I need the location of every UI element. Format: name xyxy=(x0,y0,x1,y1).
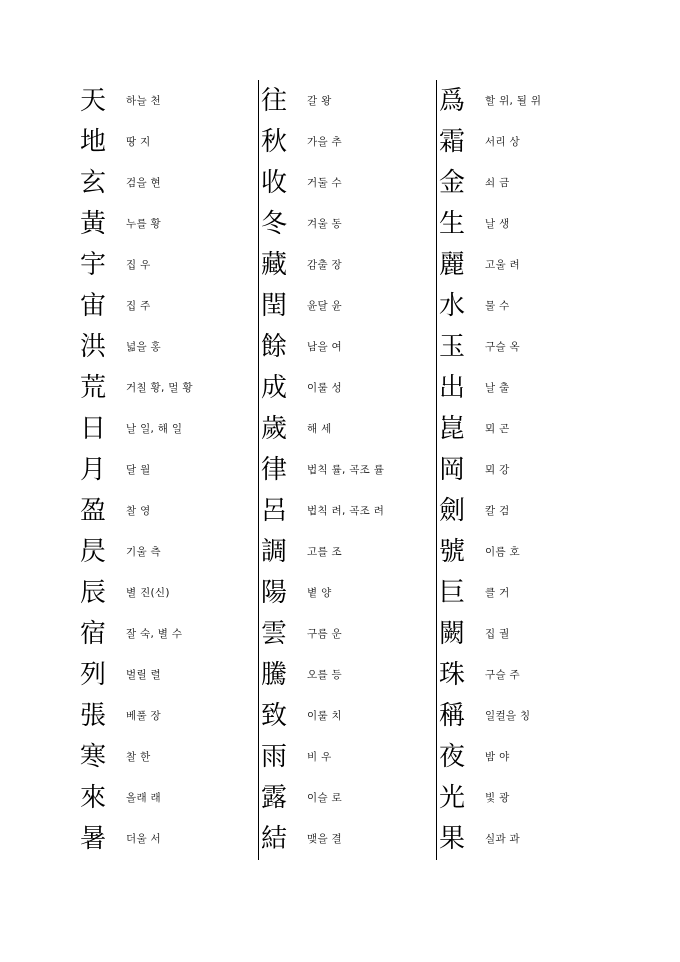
hanja-meaning: 집 궐 xyxy=(485,628,510,640)
hanja-character: 騰 xyxy=(261,659,288,690)
hanja-character: 岡 xyxy=(439,454,466,485)
hanja-character: 盈 xyxy=(80,495,107,526)
hanja-character: 結 xyxy=(261,823,288,854)
hanja-character: 張 xyxy=(80,700,107,731)
character-entry xyxy=(437,449,637,490)
hanja-meaning: 빛 광 xyxy=(485,792,510,804)
character-entry xyxy=(80,162,280,203)
hanja-character: 地 xyxy=(80,126,107,157)
character-entry xyxy=(259,408,459,449)
hanja-character: 玉 xyxy=(439,331,466,362)
character-entry xyxy=(80,613,280,654)
hanja-character: 往 xyxy=(261,85,288,116)
hanja-meaning: 날 일, 해 일 xyxy=(126,423,183,435)
hanja-character: 生 xyxy=(439,208,466,239)
character-entry xyxy=(437,408,637,449)
hanja-character: 致 xyxy=(261,700,288,731)
hanja-character: 暑 xyxy=(80,823,107,854)
hanja-character: 水 xyxy=(439,290,466,321)
character-entry xyxy=(80,695,280,736)
character-entry xyxy=(437,162,637,203)
character-entry xyxy=(80,777,280,818)
hanja-character: 霜 xyxy=(439,126,466,157)
hanja-meaning: 쇠 금 xyxy=(485,177,510,189)
character-entry xyxy=(437,326,637,367)
character-entry xyxy=(259,285,459,326)
hanja-meaning: 할 위, 될 위 xyxy=(485,95,542,107)
hanja-character: 宇 xyxy=(80,249,107,280)
character-entry xyxy=(80,244,280,285)
character-entry xyxy=(259,80,459,121)
character-entry xyxy=(259,162,459,203)
character-entry xyxy=(437,572,637,613)
hanja-meaning: 하늘 천 xyxy=(126,95,161,107)
hanja-meaning: 잘 숙, 별 수 xyxy=(126,628,183,640)
hanja-character: 辰 xyxy=(80,577,107,608)
hanja-character: 閏 xyxy=(261,290,288,321)
hanja-character: 金 xyxy=(439,167,466,198)
character-entry xyxy=(80,408,280,449)
hanja-meaning: 칼 검 xyxy=(485,505,510,517)
character-entry xyxy=(259,449,459,490)
hanja-meaning: 해 세 xyxy=(307,423,332,435)
hanja-character: 冬 xyxy=(261,208,288,239)
hanja-meaning: 검을 현 xyxy=(126,177,161,189)
hanja-character: 昃 xyxy=(80,536,107,567)
hanja-meaning: 비 우 xyxy=(307,751,332,763)
hanja-meaning: 별 진(신) xyxy=(126,587,170,599)
character-entry xyxy=(80,285,280,326)
hanja-character: 寒 xyxy=(80,741,107,772)
hanja-character: 天 xyxy=(80,85,107,116)
character-entry xyxy=(437,695,637,736)
hanja-meaning: 물 수 xyxy=(485,300,510,312)
hanja-meaning: 가을 추 xyxy=(307,136,342,148)
hanja-character: 崑 xyxy=(439,413,466,444)
character-entry xyxy=(437,777,637,818)
character-entry xyxy=(259,613,459,654)
hanja-meaning: 더울 서 xyxy=(126,833,161,845)
character-entry xyxy=(437,654,637,695)
hanja-meaning: 이슬 로 xyxy=(307,792,342,804)
hanja-meaning: 벌릴 렬 xyxy=(126,669,161,681)
character-entry xyxy=(437,121,637,162)
hanja-character: 爲 xyxy=(439,85,466,116)
hanja-meaning: 법칙 률, 곡조 률 xyxy=(307,464,385,476)
hanja-meaning: 구슬 옥 xyxy=(485,341,520,353)
character-entry xyxy=(437,244,637,285)
hanja-character: 餘 xyxy=(261,331,288,362)
character-entry xyxy=(80,736,280,777)
hanja-meaning: 뫼 곤 xyxy=(485,423,510,435)
hanja-meaning: 이룰 치 xyxy=(307,710,342,722)
hanja-character: 劍 xyxy=(439,495,466,526)
character-entry xyxy=(80,367,280,408)
hanja-character: 調 xyxy=(261,536,288,567)
character-entry xyxy=(259,490,459,531)
hanja-character: 成 xyxy=(261,372,288,403)
character-entry xyxy=(437,736,637,777)
character-entry xyxy=(437,818,637,859)
hanja-character: 巨 xyxy=(439,577,466,608)
character-entry xyxy=(437,285,637,326)
hanja-meaning: 누를 황 xyxy=(126,218,161,230)
character-entry xyxy=(80,490,280,531)
character-entry xyxy=(80,326,280,367)
hanja-meaning: 맺을 결 xyxy=(307,833,342,845)
character-entry xyxy=(437,531,637,572)
character-entry xyxy=(259,736,459,777)
character-entry xyxy=(437,203,637,244)
character-entry xyxy=(259,121,459,162)
hanja-character: 秋 xyxy=(261,126,288,157)
hanja-meaning: 찰 한 xyxy=(126,751,151,763)
character-entry xyxy=(80,654,280,695)
character-entry xyxy=(80,531,280,572)
character-entry xyxy=(259,531,459,572)
hanja-meaning: 넓을 홍 xyxy=(126,341,161,353)
character-entry xyxy=(80,203,280,244)
character-entry xyxy=(259,244,459,285)
character-entry xyxy=(80,80,280,121)
hanja-meaning: 윤달 윤 xyxy=(307,300,342,312)
character-entry xyxy=(437,490,637,531)
hanja-meaning: 기울 측 xyxy=(126,546,161,558)
character-entry xyxy=(259,326,459,367)
hanja-character: 闕 xyxy=(439,618,466,649)
hanja-meaning: 밤 야 xyxy=(485,751,510,763)
character-entry xyxy=(259,654,459,695)
character-entry xyxy=(259,777,459,818)
hanja-meaning: 볕 양 xyxy=(307,587,332,599)
hanja-meaning: 클 거 xyxy=(485,587,510,599)
hanja-meaning: 찰 영 xyxy=(126,505,151,517)
hanja-meaning: 법칙 려, 곡조 려 xyxy=(307,505,385,517)
hanja-character: 列 xyxy=(80,659,107,690)
character-entry xyxy=(259,367,459,408)
hanja-meaning: 고울 려 xyxy=(485,259,520,271)
hanja-meaning: 집 우 xyxy=(126,259,151,271)
hanja-character: 號 xyxy=(439,536,466,567)
hanja-character: 宿 xyxy=(80,618,107,649)
column-3 xyxy=(436,80,637,860)
hanja-character: 洪 xyxy=(80,331,107,362)
hanja-meaning: 일컬을 칭 xyxy=(485,710,531,722)
hanja-character: 藏 xyxy=(261,249,288,280)
character-entry xyxy=(80,572,280,613)
character-entry xyxy=(80,818,280,859)
hanja-meaning: 이름 호 xyxy=(485,546,520,558)
hanja-character: 出 xyxy=(439,372,466,403)
hanja-meaning: 구슬 주 xyxy=(485,669,520,681)
hanja-character: 麗 xyxy=(439,249,466,280)
hanja-meaning: 오를 등 xyxy=(307,669,342,681)
hanja-meaning: 날 출 xyxy=(485,382,510,394)
hanja-character: 光 xyxy=(439,782,466,813)
column-1 xyxy=(80,80,280,860)
hanja-meaning: 땅 지 xyxy=(126,136,151,148)
hanja-meaning: 뫼 강 xyxy=(485,464,510,476)
hanja-meaning: 베풀 장 xyxy=(126,710,161,722)
character-entry xyxy=(259,203,459,244)
character-entry xyxy=(259,818,459,859)
hanja-character: 律 xyxy=(261,454,288,485)
hanja-meaning: 거둘 수 xyxy=(307,177,342,189)
hanja-meaning: 남을 여 xyxy=(307,341,342,353)
hanja-character: 黃 xyxy=(80,208,107,239)
character-entry xyxy=(437,613,637,654)
hanja-meaning: 이룰 성 xyxy=(307,382,342,394)
character-entry xyxy=(80,449,280,490)
hanja-meaning: 서리 상 xyxy=(485,136,520,148)
hanja-character: 宙 xyxy=(80,290,107,321)
character-entry xyxy=(259,695,459,736)
hanja-meaning: 고를 조 xyxy=(307,546,342,558)
hanja-character: 玄 xyxy=(80,167,107,198)
hanja-character: 雨 xyxy=(261,741,288,772)
hanja-meaning: 겨울 동 xyxy=(307,218,342,230)
character-entry xyxy=(80,121,280,162)
hanja-meaning: 집 주 xyxy=(126,300,151,312)
hanja-character: 日 xyxy=(80,413,107,444)
hanja-meaning: 날 생 xyxy=(485,218,510,230)
character-entry xyxy=(437,80,637,121)
hanja-character: 稱 xyxy=(439,700,466,731)
hanja-meaning: 달 월 xyxy=(126,464,151,476)
hanja-character: 來 xyxy=(80,782,107,813)
hanja-meaning: 감출 장 xyxy=(307,259,342,271)
hanja-meaning: 갈 왕 xyxy=(307,95,332,107)
hanja-meaning: 구름 운 xyxy=(307,628,342,640)
hanja-character: 荒 xyxy=(80,372,107,403)
hanja-character: 歲 xyxy=(261,413,288,444)
hanja-character: 陽 xyxy=(261,577,288,608)
hanja-character: 呂 xyxy=(261,495,288,526)
hanja-meaning: 거칠 황, 멀 황 xyxy=(126,382,193,394)
column-2 xyxy=(258,80,459,860)
character-entry xyxy=(259,572,459,613)
character-entry xyxy=(437,367,637,408)
hanja-character: 收 xyxy=(261,167,288,198)
hanja-character: 雲 xyxy=(261,618,288,649)
hanja-character: 月 xyxy=(80,454,107,485)
hanja-character: 果 xyxy=(439,823,466,854)
hanja-character: 夜 xyxy=(439,741,466,772)
hanja-character: 珠 xyxy=(439,659,466,690)
hanja-meaning: 올래 래 xyxy=(126,792,161,804)
hanja-character: 露 xyxy=(261,782,288,813)
hanja-meaning: 실과 과 xyxy=(485,833,520,845)
